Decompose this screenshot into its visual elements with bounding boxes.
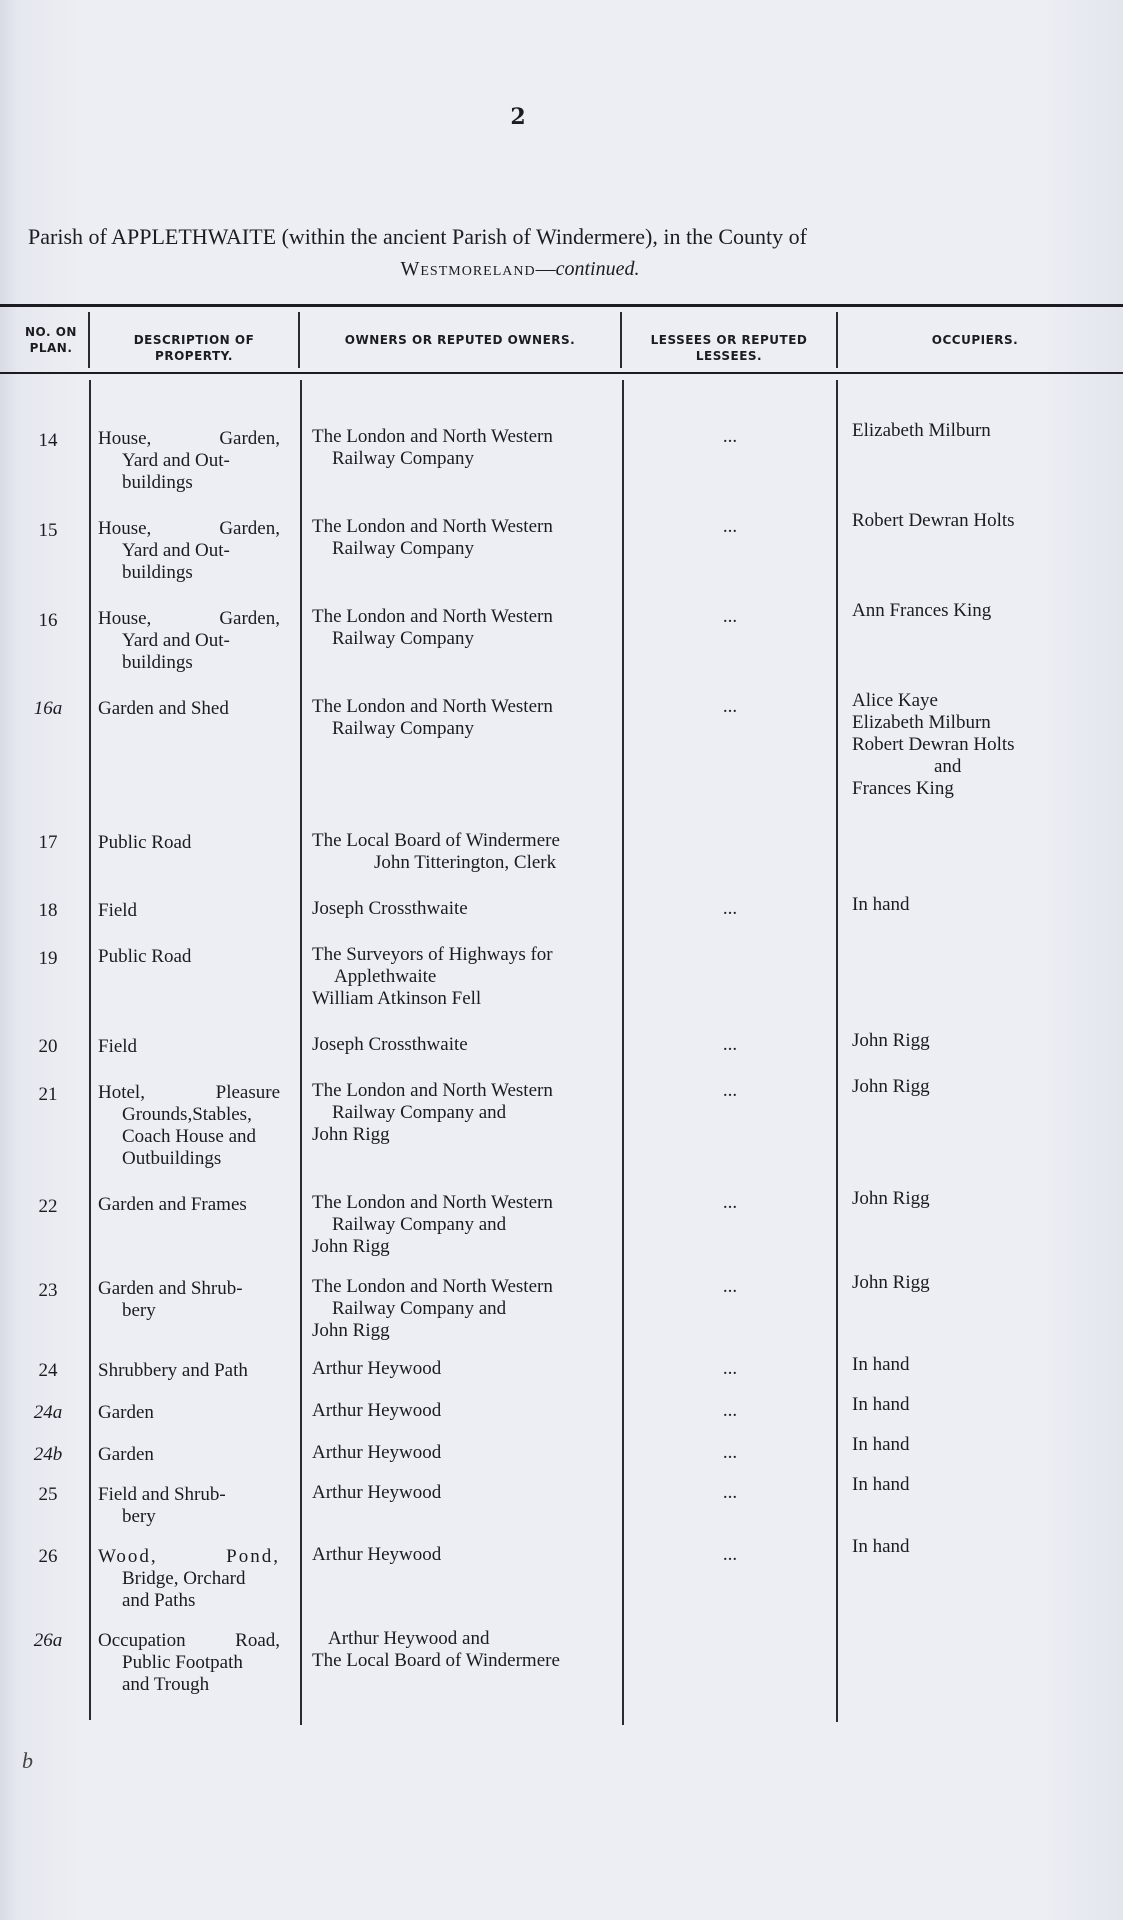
occupier: In hand [852, 1434, 910, 1455]
owner: The London and North Western Railway Company [312, 516, 553, 559]
plan-number: 14 [38, 430, 58, 451]
column-divider [298, 312, 300, 368]
column-divider [836, 380, 838, 1722]
lessee: ... [722, 606, 738, 627]
property-description: House, Garden, Yard and Out- buildings [98, 518, 280, 583]
column-divider [89, 380, 91, 1720]
occupier: In hand [852, 1354, 910, 1375]
occupier: Alice Kaye Elizabeth Milburn Robert Dewran Holts and Frances King [852, 690, 1015, 799]
column-divider [836, 312, 838, 368]
property-description: Garden and Frames [98, 1194, 247, 1215]
lessee: ... [722, 1544, 738, 1565]
occupier: John Rigg [852, 1076, 930, 1097]
owner: The London and North Western Railway Company [312, 426, 553, 469]
owner: The Surveyors of Highways for Applethwaite William Atkinson Fell [312, 944, 553, 1009]
lessee: ... [722, 516, 738, 537]
occupier: Robert Dewran Holts [852, 510, 1015, 531]
owner: Arthur Heywood [312, 1544, 442, 1565]
column-divider [300, 380, 302, 1725]
lessee: ... [722, 1400, 738, 1421]
lessee: ... [722, 898, 738, 919]
header-owners: OWNERS OR REPUTED OWNERS. [344, 333, 576, 347]
owner: The London and North Western Railway Company [312, 606, 553, 649]
title-dash: — [535, 258, 556, 280]
property-description: Field [98, 900, 138, 921]
property-description: Garden [98, 1402, 154, 1423]
property-description: Occupation Road, Public Footpath and Trough [98, 1630, 280, 1695]
table-header-rule [0, 372, 1123, 374]
plan-number: 15 [38, 520, 58, 541]
plan-number: 24b [33, 1444, 63, 1465]
lessee: ... [722, 426, 738, 447]
plan-number: 16a [33, 698, 63, 719]
owner: The London and North Western Railway Company and John Rigg [312, 1080, 553, 1145]
owner: The London and North Western Railway Company and John Rigg [312, 1276, 553, 1341]
occupier: Elizabeth Milburn [852, 420, 991, 441]
table-top-rule [0, 304, 1123, 307]
owner: Arthur Heywood and The Local Board of Windermere [312, 1628, 560, 1671]
lessee: ... [722, 1192, 738, 1213]
occupier: In hand [852, 894, 910, 915]
property-description: Public Road [98, 946, 192, 967]
plan-number: 21 [38, 1084, 58, 1105]
owner: The London and North Western Railway Company [312, 696, 553, 739]
plan-number: 18 [38, 900, 58, 921]
header-lessees: LESSEES OR REPUTED LESSEES. [650, 333, 808, 363]
plan-number: 19 [38, 948, 58, 969]
column-divider [88, 312, 90, 368]
occupier: In hand [852, 1394, 910, 1415]
occupier: In hand [852, 1474, 910, 1495]
plan-number: 25 [38, 1484, 58, 1505]
occupier: John Rigg [852, 1272, 930, 1293]
plan-number: 23 [38, 1280, 58, 1301]
property-description: Field and Shrub- bery [98, 1484, 226, 1527]
owner: Arthur Heywood [312, 1358, 442, 1379]
plan-number: 26 [38, 1546, 58, 1567]
page-subtitle [0, 258, 1040, 281]
plan-number: 20 [38, 1036, 58, 1057]
plan-number: 16 [38, 610, 58, 631]
occupier: John Rigg [852, 1030, 930, 1051]
owner: Arthur Heywood [312, 1442, 442, 1463]
property-description: Field [98, 1036, 138, 1057]
owner: Joseph Crossthwaite [312, 1034, 468, 1055]
occupier: John Rigg [852, 1188, 930, 1209]
property-description: Wood, Pond, Bridge, Orchard and Paths [98, 1546, 280, 1611]
property-description: House, Garden, Yard and Out- buildings [98, 608, 280, 673]
lessee: ... [722, 1482, 738, 1503]
owner: Arthur Heywood [312, 1482, 442, 1503]
plan-number: 17 [38, 832, 58, 853]
property-description: Hotel, Pleasure Grounds,Stables, Coach House and Outbuildings [98, 1082, 280, 1169]
page-title: Parish of APPLETHWAITE (within the ancient Parish of Windermere), in the County of [28, 224, 807, 249]
county-name: Westmoreland [400, 258, 536, 280]
owner: Arthur Heywood [312, 1400, 442, 1421]
lessee: ... [722, 696, 738, 717]
lessee: ... [722, 1276, 738, 1297]
lessee: ... [722, 1358, 738, 1379]
header-occupiers: OCCUPIERS. [931, 333, 1019, 347]
lessee: ... [722, 1442, 738, 1463]
page-number: 2 [510, 104, 526, 130]
header-description: DESCRIPTION OF PROPERTY. [133, 333, 255, 363]
column-divider [622, 380, 624, 1725]
owner: The London and North Western Railway Company and John Rigg [312, 1192, 553, 1257]
property-description: Garden [98, 1444, 154, 1465]
lessee: ... [722, 1034, 738, 1055]
property-description: Garden and Shed [98, 698, 229, 719]
plan-number: 24 [38, 1360, 58, 1381]
property-description: Garden and Shrub- bery [98, 1278, 243, 1321]
lessee: ... [722, 1080, 738, 1101]
corner-mark: b [22, 1748, 33, 1773]
header-no-on-plan: NO. ON PLAN. [25, 325, 77, 355]
occupier: In hand [852, 1536, 910, 1557]
column-divider [620, 312, 622, 368]
occupier: Ann Frances King [852, 600, 992, 621]
owner: The Local Board of Windermere John Titterington, Clerk [312, 830, 560, 873]
plan-number: 22 [38, 1196, 58, 1217]
property-description: Public Road [98, 832, 192, 853]
property-description: Shrubbery and Path [98, 1360, 248, 1381]
plan-number: 26a [33, 1630, 63, 1651]
plan-number: 24a [33, 1402, 63, 1423]
continued-label: continued. [555, 258, 640, 280]
property-description: House, Garden, Yard and Out- buildings [98, 428, 280, 493]
owner: Joseph Crossthwaite [312, 898, 468, 919]
